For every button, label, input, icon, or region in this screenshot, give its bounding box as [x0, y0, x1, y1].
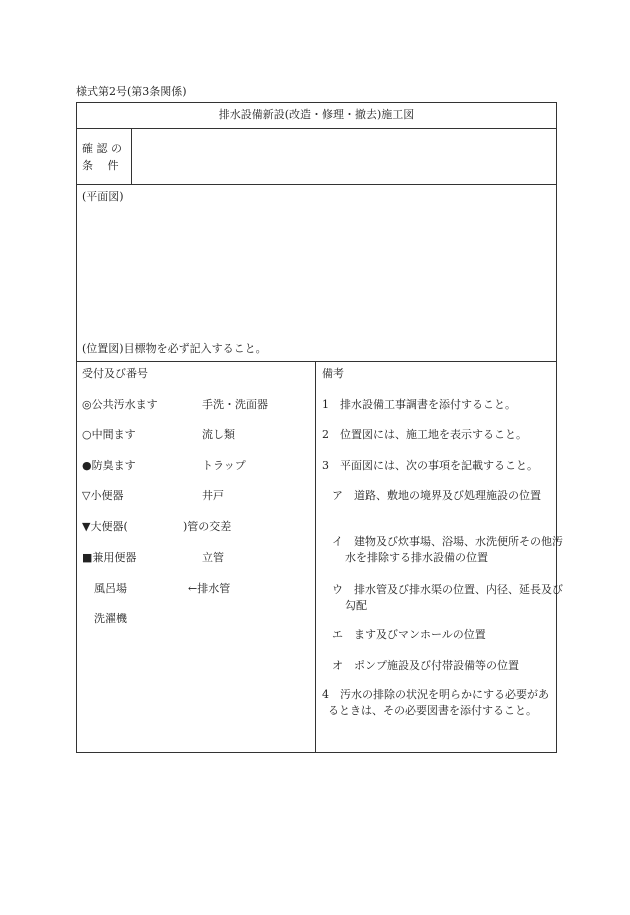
reception-header: 受付及び番号: [82, 367, 148, 380]
row-divider-plan: [76, 361, 557, 362]
legend-left: ○中間ます: [82, 428, 136, 441]
remark-subitem: イ 建物及び炊事場、浴場、水洗便所その他汚水を排除する排水設備の位置: [332, 535, 563, 564]
remark-item-1: 1 排水設備工事調書を添付すること。: [322, 398, 516, 411]
confirmation-divider: [131, 128, 132, 184]
legend-left: ▼大便器(: [82, 520, 128, 533]
row-divider-confirmation: [76, 184, 557, 185]
remark-subitem: ウ 排水管及び排水渠の位置、内径、延長及び勾配: [332, 583, 563, 612]
form-label: 様式第2号(第3条関係): [76, 85, 187, 98]
remark-item-4: 4 汚水の排除の状況を明らかにする必要があるときは、その必要図書を添付すること。: [322, 688, 549, 717]
remarks-header: 備考: [322, 367, 344, 380]
table-border-top: [76, 102, 557, 103]
legend-right: 手洗・洗面器: [202, 398, 268, 411]
legend-right: ←排水管: [188, 582, 231, 595]
table-border-right: [556, 102, 557, 752]
legend-right: )管の交差: [183, 520, 232, 533]
legend-left: 風呂場: [94, 582, 127, 595]
table-border-bottom: [76, 752, 557, 753]
legend-left: 洗濯機: [94, 612, 127, 625]
location-note: (位置図)目標物を必ず記入すること。: [82, 342, 267, 355]
remark-subitem: オ ポンプ施設及び付帯設備等の位置: [332, 659, 519, 672]
legend-left: ▽小便器: [82, 489, 124, 502]
confirmation-label-line2: 条 件: [82, 159, 119, 172]
form-title: 排水設備新設(改造・修理・撤去)施工図: [218, 108, 415, 121]
legend-left: ◎公共汚水ます: [82, 398, 158, 411]
legend-right: トラップ: [202, 459, 246, 472]
plan-label: (平面図): [82, 190, 124, 203]
remark-subitem: ア 道路、敷地の境界及び処理施設の位置: [332, 489, 541, 502]
legend-right: 立管: [202, 551, 224, 564]
remark-item-3: 3 平面図には、次の事項を記載すること。: [322, 459, 538, 472]
remark-subitem: エ ます及びマンホールの位置: [332, 628, 486, 641]
legend-left: ●防臭ます: [82, 459, 136, 472]
remark-item-2: 2 位置図には、施工地を表示すること。: [322, 428, 527, 441]
legend-left: ■兼用便器: [82, 551, 137, 564]
legend-right: 井戸: [202, 489, 224, 502]
lower-column-divider: [315, 361, 316, 752]
table-border-left: [76, 102, 77, 752]
row-divider-title: [76, 128, 557, 129]
legend-right: 流し類: [202, 428, 235, 441]
confirmation-label-line1: 確 認 の: [82, 142, 122, 155]
